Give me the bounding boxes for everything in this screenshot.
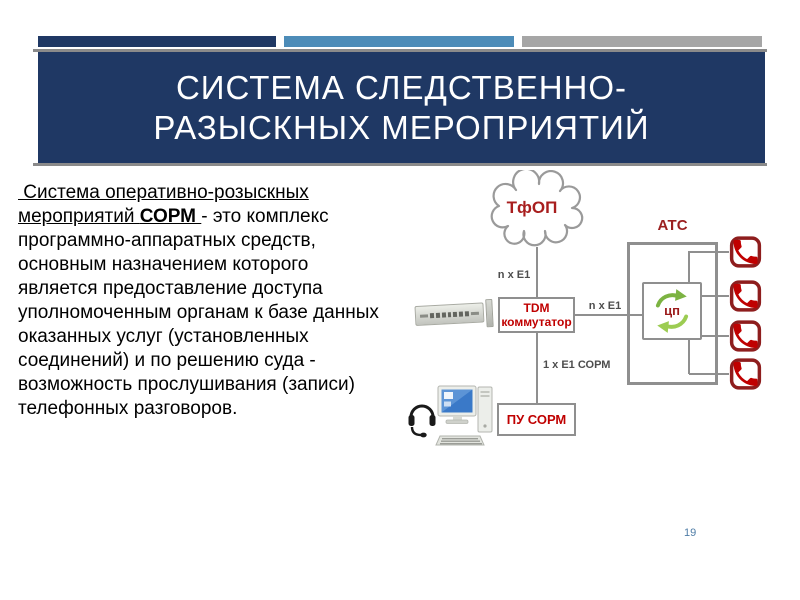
pu-sorm-label: ПУ СОРМ [506, 412, 567, 427]
tdm-box-subtitle: коммутатор [501, 315, 572, 329]
top-bar-navy [38, 36, 276, 47]
paragraph-line: оказанных услуг (установленных [18, 326, 309, 347]
cp-label: цп [664, 303, 680, 319]
phone-link-3 [702, 335, 729, 337]
phone-icon [728, 358, 763, 390]
pstn-cloud-label: ТфОП [506, 198, 558, 217]
tdm-switch-box [498, 297, 575, 333]
top-bar-gray [522, 36, 762, 47]
tdm-box-title: TDM [523, 301, 550, 315]
rack-switch-bracket [485, 299, 493, 327]
pu-sorm-box [497, 403, 576, 436]
phone-icon [728, 320, 763, 352]
tower-icon [478, 387, 492, 432]
monitor-icon [438, 386, 476, 424]
paragraph-line: основным назначением которого [18, 254, 309, 275]
paragraph-line: Система оперативно-розыскных [18, 182, 309, 203]
keyboard-icon [436, 436, 484, 445]
phone-link-2 [702, 295, 729, 297]
paragraph-line: программно-аппаратных средств, [18, 230, 316, 251]
rack-switch-front-panel [414, 302, 484, 326]
paragraph-line: мероприятий СОРМ - это комплекс [18, 206, 329, 227]
link-label-cloud-tdm: n x E1 [497, 269, 531, 281]
paragraph-line: возможность прослушивания (записи) [18, 374, 355, 395]
phone-link-1 [689, 251, 729, 253]
page-number: 19 [684, 527, 697, 539]
phone-icon [728, 280, 763, 312]
paragraph-line: телефонных разговоров. [18, 398, 238, 419]
slide-title-box [38, 52, 765, 163]
link-tdm-pu [536, 333, 538, 403]
phone-link-4 [689, 373, 729, 375]
workstation-icon [404, 384, 500, 448]
paragraph-line: уполномоченным органам к базе данных [18, 302, 379, 323]
paragraph-line: соединений) и по решению суда - [18, 350, 316, 371]
ats-label: АТС [657, 217, 688, 234]
slide-title-line2: РАЗЫСКНЫХ МЕРОПРИЯТИЙ [153, 108, 650, 146]
rack-switch-icon [414, 299, 493, 331]
link-label-tdm-ats: n x E1 [588, 300, 622, 312]
phone-icon [728, 236, 763, 268]
link-label-tdm-pu: 1 x E1 СОРМ [543, 359, 611, 371]
paragraph-line: является предоставление доступа [18, 278, 323, 299]
headset-icon [409, 406, 436, 437]
body-paragraph [18, 181, 422, 421]
title-rule-bottom [33, 163, 767, 166]
cp-box [642, 282, 702, 340]
link-cloud-tdm [536, 247, 538, 298]
slide-title-line1: СИСТЕМА СЛЕДСТВЕННО- [175, 68, 628, 106]
top-bar-blue [284, 36, 514, 47]
